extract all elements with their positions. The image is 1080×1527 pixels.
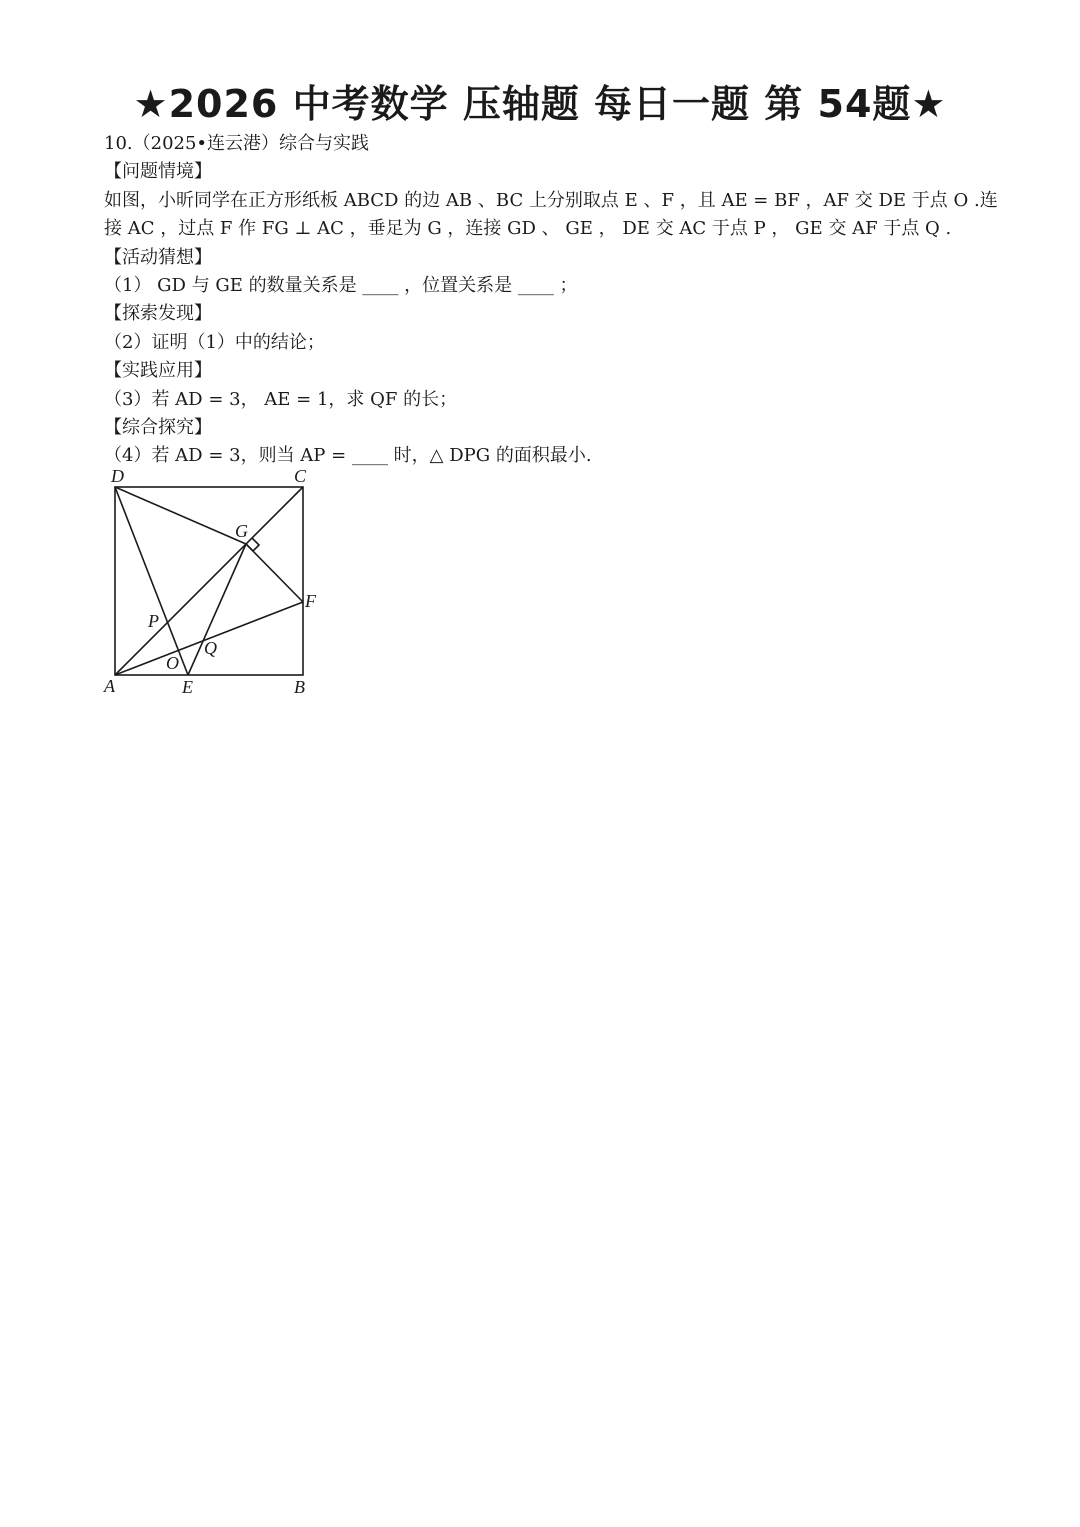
question-3: （3）若 AD = 3， AE = 1，求 QF 的长； bbox=[104, 388, 458, 410]
label-e: E bbox=[182, 677, 193, 697]
problem-header: 10.（2025•连云港）综合与实践 bbox=[104, 133, 370, 154]
geometry-diagram bbox=[100, 465, 330, 700]
segment-fg bbox=[246, 544, 303, 602]
segment-ge bbox=[188, 544, 246, 675]
label-c: C bbox=[294, 466, 307, 486]
label-d: D bbox=[111, 466, 124, 486]
section-heading: 【问题情境】 bbox=[104, 161, 212, 183]
label-f: F bbox=[305, 591, 316, 611]
segment-de bbox=[115, 487, 188, 675]
section-heading: 【活动猜想】 bbox=[104, 246, 212, 268]
label-g: G bbox=[235, 521, 248, 541]
question-2: （2）证明（1）中的结论； bbox=[104, 331, 325, 353]
label-o: O bbox=[166, 653, 179, 673]
label-q: Q bbox=[204, 638, 217, 658]
question-1: （1） GD 与 GE 的数量关系是 ____ ，位置关系是 ____ ； bbox=[104, 275, 578, 297]
label-p: P bbox=[148, 611, 159, 631]
label-b: B bbox=[294, 677, 305, 697]
geometry-figure bbox=[100, 465, 330, 704]
page-title: ★2026 中考数学 压轴题 每日一题 第 54题★ bbox=[133, 82, 947, 126]
section-heading: 【实践应用】 bbox=[104, 360, 212, 382]
label-a: A bbox=[104, 676, 115, 696]
problem-statement-line: 如图，小昕同学在正方形纸板 ABCD 的边 AB 、BC 上分别取点 E 、F ，且 AE = BF ，AF 交 DE 于点 O .连 bbox=[104, 189, 998, 211]
problem-text bbox=[104, 130, 1004, 471]
section-heading: 【探索发现】 bbox=[104, 303, 212, 325]
question-4: （4）若 AD = 3，则当 AP = ____ 时，△ DPG 的面积最小. bbox=[104, 445, 592, 467]
section-heading: 【综合探究】 bbox=[104, 417, 212, 439]
problem-statement-line: 接 AC ，过点 F 作 FG ⊥ AC ，垂足为 G ，连接 GD 、 GE ， DE 交 AC 于点 P ， GE 交 AF 于点 Q . bbox=[104, 218, 952, 240]
